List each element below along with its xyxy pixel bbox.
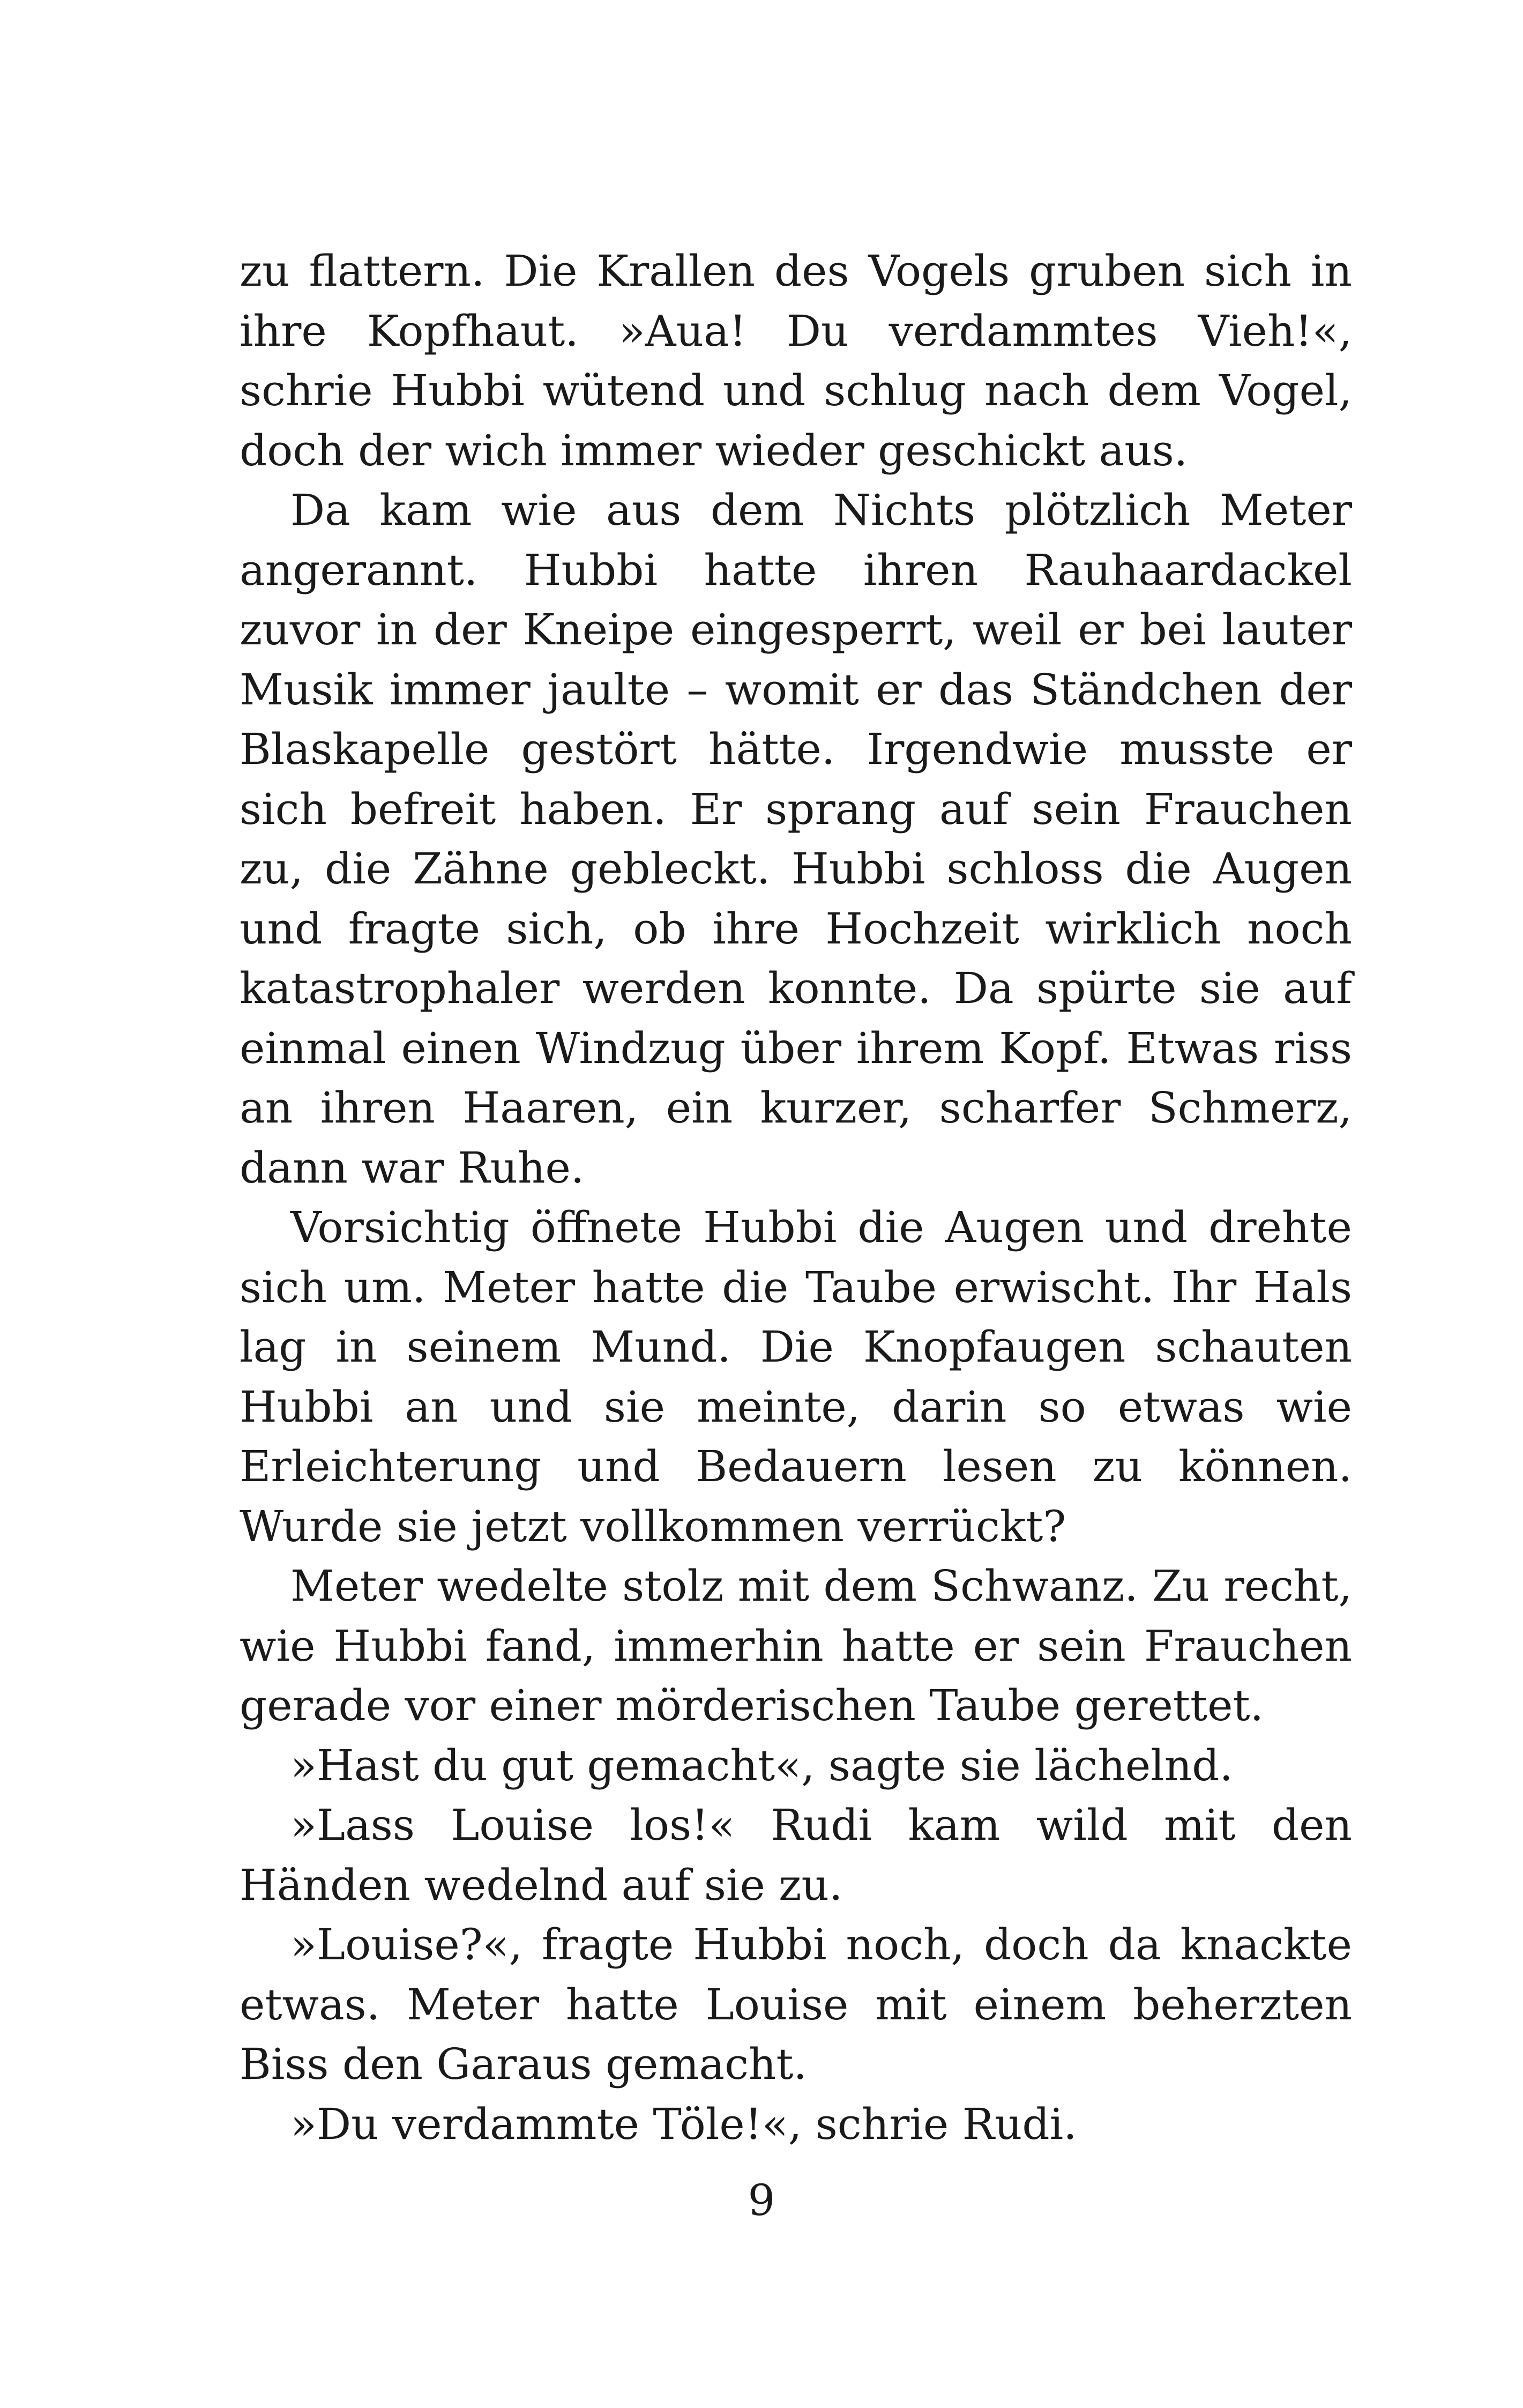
paragraph: »Louise?«, fragte Hubbi noch, doch da knackte etwas. Meter hatte Louise mit einem beherzten Biss den Garaus gemacht. bbox=[240, 1920, 1352, 2089]
paragraph: Da kam wie aus dem Nichts plötzlich Meter angerannt. Hubbi hatte ihren Rauhaardackel zuvor in der Kneipe eingesperrt, weil er bei lauter Musik immer jaulte – womit er das Ständchen der Blaskapelle gestört hätte. Irgendwie musste er sich befreit haben. Er sprang auf sein Frauchen zu, die Zähne gebleckt. Hubbi schloss die Augen und fragte sich, ob ihre Hochzeit wirklich noch katastrophaler werden konnte. Da spürte sie auf einmal einen Windzug über ihrem Kopf. Etwas riss an ihren Haaren, ein kurzer, scharfer Schmerz, dann war Ruhe. bbox=[240, 485, 1352, 1193]
page-number: 9 bbox=[748, 2175, 775, 2225]
paragraph: »Du verdammte Töle!«, schrie Rudi. bbox=[290, 2099, 1077, 2149]
paragraph: »Hast du gut gemacht«, sagte sie lächelnd. bbox=[290, 1740, 1233, 1790]
paragraph: zu flattern. Die Krallen des Vogels gruben sich in ihre Kopfhaut. »Aua! Du verdammtes Vieh!«, schrie Hubbi wütend und schlug nach dem Vogel, doch der wich immer wieder geschickt aus. bbox=[240, 246, 1352, 475]
paragraph: Meter wedelte stolz mit dem Schwanz. Zu recht, wie Hubbi fand, immerhin hatte er sein Frauchen gerade vor einer mörderischen Taube gerettet. bbox=[240, 1561, 1352, 1730]
paragraph: Vorsichtig öffnete Hubbi die Augen und drehte sich um. Meter hatte die Taube erwischt. Ihr Hals lag in seinem Mund. Die Knopfaugen schauten Hubbi an und sie meinte, darin so etwas wie Erleichterung und Bedauern lesen zu können. Wurde sie jetzt vollkommen verrückt? bbox=[240, 1202, 1352, 1551]
paragraph: »Lass Louise los!« Rudi kam wild mit den Händen wedelnd auf sie zu. bbox=[240, 1800, 1352, 1910]
body-text bbox=[240, 241, 1352, 2154]
